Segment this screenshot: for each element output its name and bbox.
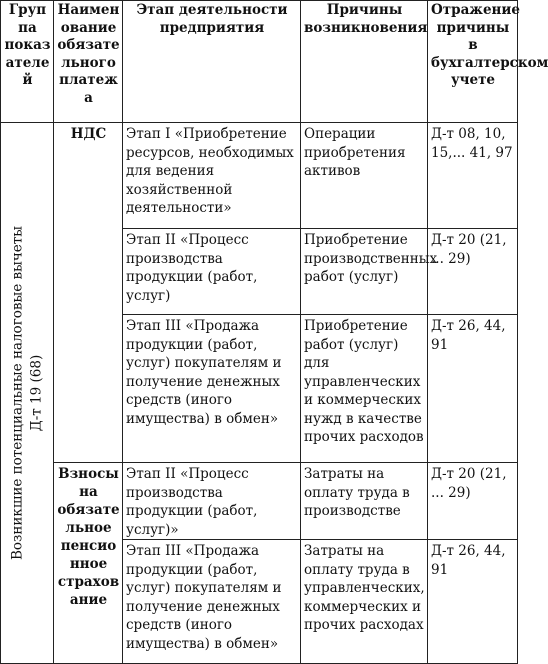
stage-cell: Этап I «Приобретение ресурсов, необходимых для ведения хозяйственной деятельности» <box>123 123 301 229</box>
stage-cell: Этап II «Процесс производства продукции (работ, услуг) <box>123 229 301 315</box>
entry-cell: Д-т 20 (21, ... 29) <box>428 463 518 540</box>
pension-name: Взносы на обязательное пенсионное страхование <box>54 463 123 664</box>
stage-cell: Этап III «Продажа продукции (работ, услуг) покупателям и получение денежных средств (иного имущества) в обмен» <box>123 315 301 463</box>
reason-cell: Затраты на оплату труда в управленческих, коммерческих и прочих расходах <box>301 540 428 664</box>
group-label-line2: Д-т 19 (68) <box>28 354 44 432</box>
reason-cell: Затраты на оплату труда в производстве <box>301 463 428 540</box>
entry-cell: Д-т 20 (21, ... 29) <box>428 229 518 315</box>
header-payment-name: Наименование обязательного платежа <box>54 1 123 123</box>
reason-cell: Операции приобретения активов <box>301 123 428 229</box>
stage-cell: Этап II «Процесс производства продукции (работ, услуг)» <box>123 463 301 540</box>
group-label-line1: Возникшие потенциальные налоговые вычеты <box>9 226 26 560</box>
reason-cell: Приобретение работ (услуг) для управленческих и коммерческих нужд в качестве прочих расходов <box>301 315 428 463</box>
header-stage: Этап деятельности предприятия <box>123 1 301 123</box>
group-cell <box>1 123 54 664</box>
header-row <box>1 1 518 123</box>
reason-cell: Приобретение производственных работ (услуг) <box>301 229 428 315</box>
header-reason: Причины возникновения <box>301 1 428 123</box>
stage-cell: Этап III «Продажа продукции (работ, услуг) покупателям и получение денежных средств (иного имущества) в обмен» <box>123 540 301 664</box>
entry-cell: Д-т 26, 44, 91 <box>428 315 518 463</box>
header-group: Группа показателей <box>1 1 54 123</box>
group-label <box>9 226 46 560</box>
entry-cell: Д-т 26, 44, 91 <box>428 540 518 664</box>
vat-row-1 <box>1 123 518 229</box>
vat-name: НДС <box>54 123 123 463</box>
entry-cell: Д-т 08, 10, 15,... 41, 97 <box>428 123 518 229</box>
header-reflection: Отражение причины в бухгалтерском учете <box>428 1 518 123</box>
pension-row-1 <box>1 463 518 540</box>
